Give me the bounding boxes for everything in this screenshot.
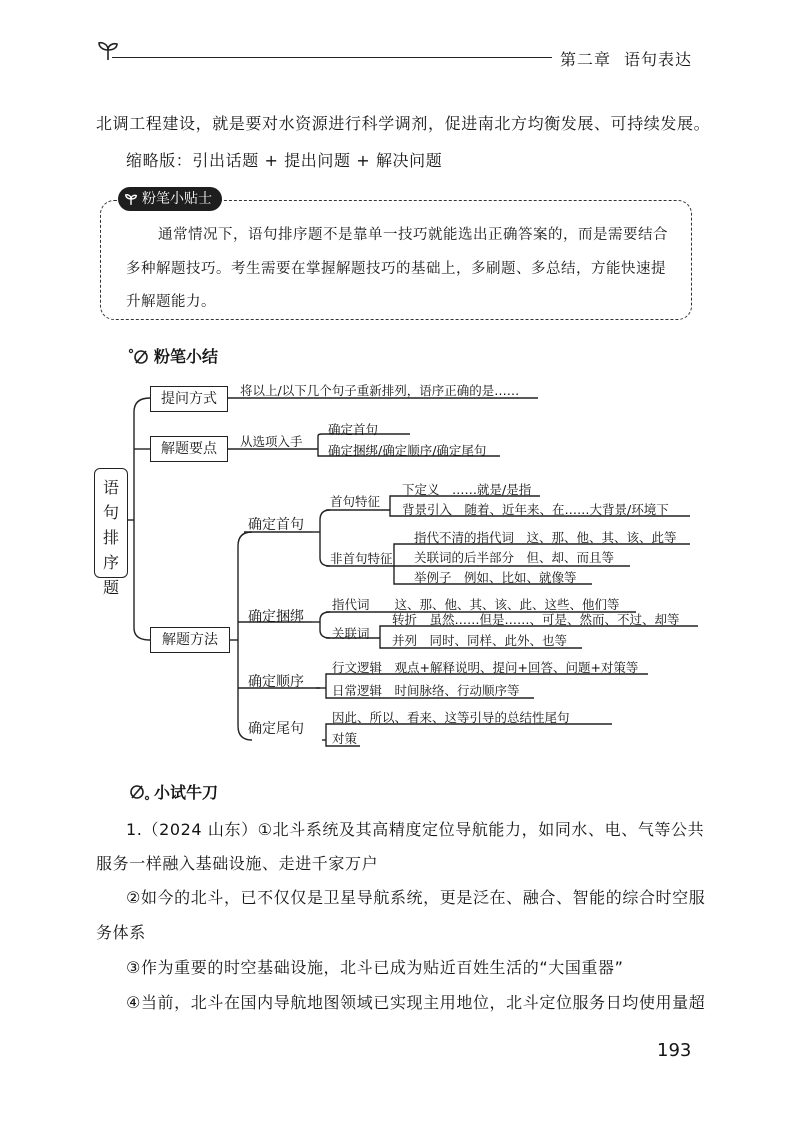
first-a2: 背景引入 随着、近年来、在……大背景/环境下 xyxy=(402,502,669,517)
practice-section-title xyxy=(128,780,218,803)
binding-conjunctions: 关联词 xyxy=(332,626,370,641)
pencil-slash-icon xyxy=(128,783,150,801)
branch-key-points xyxy=(150,436,228,462)
branch1-leaf: 将以上/以下几个句子重新排列，语序正确的是…… xyxy=(240,383,520,398)
summary-title-text: 粉笔小结 xyxy=(154,347,219,366)
q2-line1: ②如今的北斗，已不仅仅是卫星导航系统，更是泛在、融合、智能的综合时空服 xyxy=(126,888,706,907)
q3-line: ③作为重要的时空基础设施，北斗已成为贴近百姓生活的“大国重器” xyxy=(126,958,624,977)
last-a: 因此、所以、看来、这等引导的总结性尾句 xyxy=(332,710,570,725)
branch2-leaf2: 确定捆绑/确定顺序/确定尾句 xyxy=(328,443,487,458)
sub-binding: 确定捆绑 xyxy=(248,609,304,625)
chapter-label: 第二章 xyxy=(560,50,612,69)
branch2-leaf1: 确定首句 xyxy=(328,422,379,437)
practice-title-text: 小试牛刀 xyxy=(154,783,219,802)
mindmap-root-label: 语句排序题 xyxy=(102,478,119,597)
branch-question-type xyxy=(150,386,228,412)
order-b: 日常逻辑 时间脉络、行动顺序等 xyxy=(332,683,520,698)
q1-line2: 服务一样融入基础设施、走进千家万户 xyxy=(96,854,379,873)
mindmap-root xyxy=(94,468,128,597)
chapter-title: 语句表达 xyxy=(624,50,693,69)
binding-b1: 转折 虽然……但是……、可是、然而、不过、却等 xyxy=(392,612,680,627)
first-sentence-features: 首句特征 xyxy=(330,494,381,509)
intro-line: 北调工程建设，就是要对水资源进行科学调剂，促进南北方均衡发展、可持续发展。 xyxy=(96,114,711,133)
non-first-features: 非首句特征 xyxy=(330,551,393,566)
q2-line2: 务体系 xyxy=(96,923,146,942)
order-a: 行文逻辑 观点+解释说明、提问+回答、问题+对策等 xyxy=(332,660,639,675)
last-b: 对策 xyxy=(332,731,358,746)
sub-order: 确定顺序 xyxy=(248,674,304,690)
sub-last-sentence: 确定尾句 xyxy=(248,721,304,737)
branch-methods xyxy=(150,627,230,653)
sub-first-sentence: 确定首句 xyxy=(248,517,304,533)
binding-b2: 并列 同时、同样、此外、也等 xyxy=(392,633,568,648)
branch-methods-label: 解题方法 xyxy=(162,632,218,648)
first-b2: 关联词的后半部分 但、却、而且等 xyxy=(414,550,615,565)
tip-badge-label: 粉笔小贴士 xyxy=(142,191,212,207)
page-number: 193 xyxy=(657,1040,692,1061)
branch-key-points-label: 解题要点 xyxy=(161,441,217,457)
tip-line-3: 升解题能力。 xyxy=(126,294,216,310)
tip-line-1: 通常情况下，语句排序题不是靠单一技巧就能选出正确答案的，而是需要结合 xyxy=(158,227,668,243)
tip-line-2: 多种解题技巧。考生需要在掌握解题技巧的基础上，多刷题、多总结，方能快速提 xyxy=(126,261,666,277)
binding-a: 指代词 这、那、他、其、该、此、这些、他们等 xyxy=(332,597,620,612)
branch-question-type-label: 提问方式 xyxy=(161,391,217,407)
q4-line: ④当前，北斗在国内导航地图领域已实现主用地位，北斗定位服务日均使用量超 xyxy=(126,993,706,1012)
branch2-mid: 从选项入手 xyxy=(240,434,303,449)
first-a1: 下定义 ……就是/是指 xyxy=(402,482,532,497)
first-b1: 指代不清的指代词 这、那、他、其、该、此等 xyxy=(414,530,677,545)
summary-line: 缩略版：引出话题 + 提出问题 + 解决问题 xyxy=(126,151,443,170)
first-b3: 举例子 例如、比如、就像等 xyxy=(414,570,577,585)
q1-line1: 1.（2024 山东）①北斗系统及其高精度定位导航能力，如同水、电、气等公共 xyxy=(126,820,705,839)
